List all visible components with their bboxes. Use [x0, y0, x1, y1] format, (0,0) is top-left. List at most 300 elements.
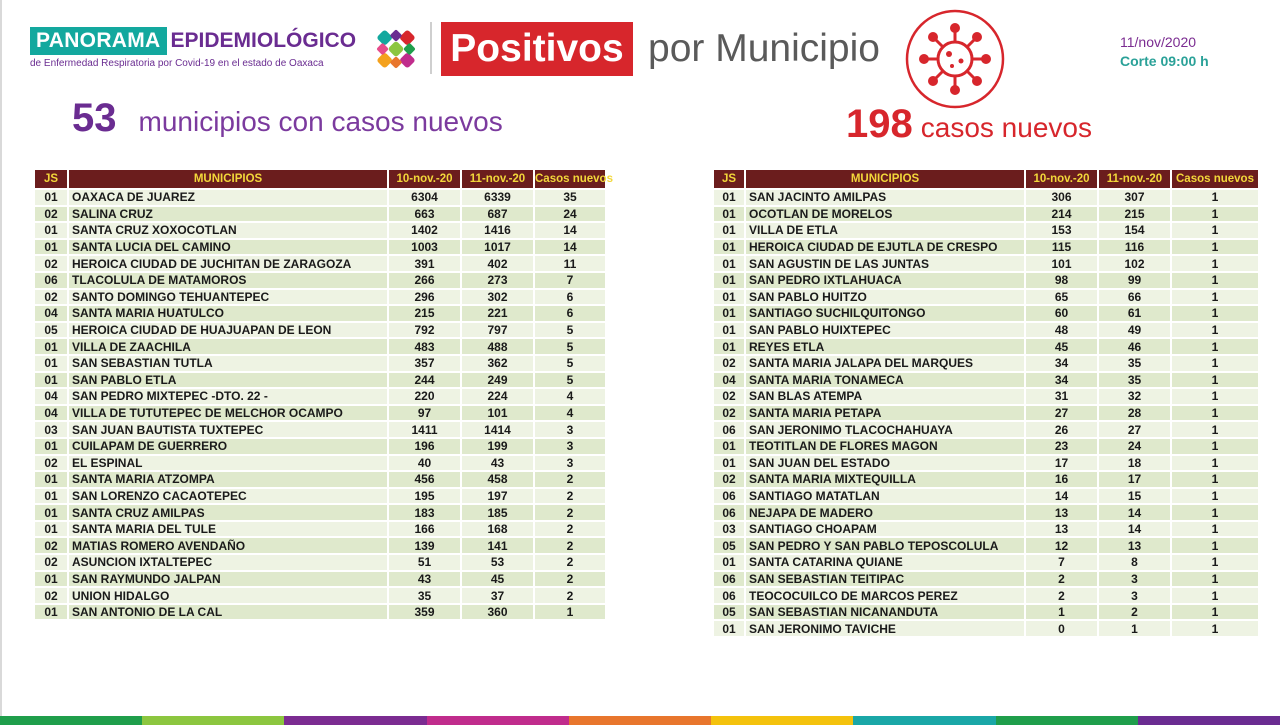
- cell-casos-nuevos: 1: [534, 604, 606, 621]
- cell-10-nov: 306: [1025, 189, 1098, 206]
- table-row: [34, 289, 606, 306]
- table-row: [713, 355, 1259, 372]
- table-row: [34, 305, 606, 322]
- cell-11-nov: 35: [1098, 355, 1171, 372]
- stripe-segment: [711, 716, 853, 725]
- cell-11-nov: 27: [1098, 421, 1171, 438]
- cell-10-nov: 17: [1025, 455, 1098, 472]
- cell-casos-nuevos: 2: [534, 554, 606, 571]
- cell-11-nov: 458: [461, 471, 534, 488]
- cell-municipio: SANTA MARIA MIXTEQUILLA: [745, 471, 1025, 488]
- cell-11-nov: 43: [461, 455, 534, 472]
- cell-js: 01: [713, 222, 745, 239]
- table-row: [34, 537, 606, 554]
- cell-10-nov: 34: [1025, 355, 1098, 372]
- report-date: 11/nov/2020: [1120, 34, 1197, 50]
- cell-js: 04: [34, 305, 68, 322]
- table-row: [34, 222, 606, 239]
- cell-10-nov: 6304: [388, 189, 461, 206]
- cell-11-nov: 8: [1098, 554, 1171, 571]
- cell-11-nov: 199: [461, 438, 534, 455]
- cell-casos-nuevos: 6: [534, 289, 606, 306]
- cell-municipio: TEOTITLAN DE FLORES MAGON: [745, 438, 1025, 455]
- por-municipio-title: por Municipio: [648, 27, 880, 70]
- table-row: [34, 587, 606, 604]
- cell-11-nov: 249: [461, 372, 534, 389]
- cell-11-nov: 141: [461, 537, 534, 554]
- cell-js: 01: [34, 504, 68, 521]
- cell-10-nov: 51: [388, 554, 461, 571]
- cell-js: 02: [34, 587, 68, 604]
- cell-10-nov: 1402: [388, 222, 461, 239]
- cell-municipio: NEJAPA DE MADERO: [745, 504, 1025, 521]
- cell-js: 01: [713, 554, 745, 571]
- table-row: [34, 255, 606, 272]
- table-row: [713, 322, 1259, 339]
- cell-casos-nuevos: 1: [1171, 455, 1259, 472]
- municipios-table-left: [33, 168, 613, 621]
- cell-js: 01: [713, 272, 745, 289]
- cell-casos-nuevos: 1: [1171, 620, 1259, 637]
- cell-js: 02: [34, 537, 68, 554]
- cell-municipio: SANTA CATARINA QUIANE: [745, 554, 1025, 571]
- cell-casos-nuevos: 2: [534, 504, 606, 521]
- table-row: [713, 620, 1259, 637]
- cell-casos-nuevos: 2: [534, 587, 606, 604]
- cell-casos-nuevos: 1: [1171, 421, 1259, 438]
- stripe-segment: [853, 716, 995, 725]
- cell-11-nov: 49: [1098, 322, 1171, 339]
- cell-municipio: ASUNCION IXTALTEPEC: [68, 554, 388, 571]
- cell-10-nov: 2: [1025, 587, 1098, 604]
- col-casos-nuevos: Casos nuevos: [534, 169, 606, 189]
- cell-casos-nuevos: 35: [534, 189, 606, 206]
- cell-js: 06: [34, 272, 68, 289]
- table-header-row: [713, 169, 1259, 189]
- table-row: [34, 206, 606, 223]
- cell-casos-nuevos: 4: [534, 388, 606, 405]
- municipios-count: 53: [72, 96, 117, 140]
- table-row: [34, 338, 606, 355]
- cell-municipio: VILLA DE ETLA: [745, 222, 1025, 239]
- col-11-nov: 11-nov.-20: [1098, 169, 1171, 189]
- cell-js: 01: [34, 604, 68, 621]
- cell-casos-nuevos: 5: [534, 322, 606, 339]
- cell-10-nov: 266: [388, 272, 461, 289]
- table-row: [34, 372, 606, 389]
- cell-10-nov: 43: [388, 571, 461, 588]
- cell-js: 01: [713, 455, 745, 472]
- cell-11-nov: 37: [461, 587, 534, 604]
- cell-11-nov: 197: [461, 488, 534, 505]
- cell-10-nov: 139: [388, 537, 461, 554]
- cell-js: 02: [713, 388, 745, 405]
- cell-11-nov: 45: [461, 571, 534, 588]
- cell-municipio: TLACOLULA DE MATAMOROS: [68, 272, 388, 289]
- cell-municipio: SAN SEBASTIAN TEITIPAC: [745, 571, 1025, 588]
- cell-municipio: SAN ANTONIO DE LA CAL: [68, 604, 388, 621]
- table-row: [34, 388, 606, 405]
- table-row: [713, 338, 1259, 355]
- cell-js: 01: [34, 571, 68, 588]
- cell-municipio: SAN JERONIMO TAVICHE: [745, 620, 1025, 637]
- table-row: [34, 521, 606, 538]
- cell-js: 04: [34, 405, 68, 422]
- cell-municipio: SAN JUAN BAUTISTA TUXTEPEC: [68, 421, 388, 438]
- cell-js: 03: [34, 421, 68, 438]
- table-row: [34, 239, 606, 256]
- report-cutoff: Corte 09:00 h: [1120, 53, 1209, 69]
- cell-11-nov: 154: [1098, 222, 1171, 239]
- cell-11-nov: 362: [461, 355, 534, 372]
- cell-10-nov: 23: [1025, 438, 1098, 455]
- table-row: [713, 537, 1259, 554]
- cell-casos-nuevos: 1: [1171, 272, 1259, 289]
- cell-js: 05: [713, 604, 745, 621]
- cell-casos-nuevos: 1: [1171, 255, 1259, 272]
- cell-casos-nuevos: 1: [1171, 305, 1259, 322]
- cell-municipio: REYES ETLA: [745, 338, 1025, 355]
- cell-js: 01: [713, 438, 745, 455]
- col-js: JS: [713, 169, 745, 189]
- cell-casos-nuevos: 4: [534, 405, 606, 422]
- col-10-nov: 10-nov.-20: [1025, 169, 1098, 189]
- virus-icon: [905, 9, 1005, 109]
- table-row: [713, 471, 1259, 488]
- cell-js: 02: [713, 471, 745, 488]
- cell-casos-nuevos: 1: [1171, 355, 1259, 372]
- cell-10-nov: 48: [1025, 322, 1098, 339]
- table-row: [713, 222, 1259, 239]
- cell-casos-nuevos: 2: [534, 521, 606, 538]
- cell-js: 01: [713, 322, 745, 339]
- cell-casos-nuevos: 5: [534, 338, 606, 355]
- table-row: [34, 504, 606, 521]
- cell-js: 01: [34, 355, 68, 372]
- cell-municipio: OCOTLAN DE MORELOS: [745, 206, 1025, 223]
- cell-municipio: MATIAS ROMERO AVENDAÑO: [68, 537, 388, 554]
- cell-js: 01: [713, 255, 745, 272]
- cell-10-nov: 65: [1025, 289, 1098, 306]
- cell-casos-nuevos: 1: [1171, 587, 1259, 604]
- table-row: [34, 438, 606, 455]
- positivos-banner: Positivos: [441, 22, 633, 76]
- cell-municipio: TEOCOCUILCO DE MARCOS PEREZ: [745, 587, 1025, 604]
- footer-color-stripe: [0, 716, 1280, 725]
- cell-11-nov: 360: [461, 604, 534, 621]
- cell-11-nov: 46: [1098, 338, 1171, 355]
- table-row: [713, 554, 1259, 571]
- cell-10-nov: 196: [388, 438, 461, 455]
- cell-municipio: SAN SEBASTIAN NICANANDUTA: [745, 604, 1025, 621]
- oaxaca-x-logo-icon: [372, 25, 420, 73]
- table-row: [713, 421, 1259, 438]
- cell-10-nov: 13: [1025, 521, 1098, 538]
- cell-10-nov: 12: [1025, 537, 1098, 554]
- cell-11-nov: 1416: [461, 222, 534, 239]
- cell-municipio: CUILAPAM DE GUERRERO: [68, 438, 388, 455]
- cell-10-nov: 34: [1025, 372, 1098, 389]
- cell-10-nov: 391: [388, 255, 461, 272]
- cell-js: 02: [34, 289, 68, 306]
- cell-js: 06: [713, 571, 745, 588]
- table-row: [713, 272, 1259, 289]
- cell-js: 02: [34, 255, 68, 272]
- table-row: [713, 455, 1259, 472]
- cell-11-nov: 32: [1098, 388, 1171, 405]
- cell-10-nov: 215: [388, 305, 461, 322]
- casos-summary: [846, 102, 1092, 147]
- table-row: [34, 405, 606, 422]
- cell-casos-nuevos: 1: [1171, 372, 1259, 389]
- cell-js: 01: [713, 239, 745, 256]
- cell-casos-nuevos: 3: [534, 455, 606, 472]
- table-row: [713, 571, 1259, 588]
- brand-panorama: PANORAMA: [30, 27, 167, 55]
- cell-municipio: SAN PABLO HUIXTEPEC: [745, 322, 1025, 339]
- cell-casos-nuevos: 1: [1171, 471, 1259, 488]
- cell-casos-nuevos: 2: [534, 471, 606, 488]
- municipios-table-right: [712, 168, 1260, 638]
- cell-casos-nuevos: 1: [1171, 571, 1259, 588]
- cell-municipio: SANTA MARIA HUATULCO: [68, 305, 388, 322]
- cell-10-nov: 60: [1025, 305, 1098, 322]
- cell-js: 02: [34, 206, 68, 223]
- cell-11-nov: 15: [1098, 488, 1171, 505]
- cell-11-nov: 1414: [461, 421, 534, 438]
- cell-municipio: SAN PABLO HUITZO: [745, 289, 1025, 306]
- cell-11-nov: 402: [461, 255, 534, 272]
- cell-js: 02: [34, 455, 68, 472]
- cell-js: 01: [713, 206, 745, 223]
- stripe-segment: [996, 716, 1138, 725]
- cell-js: 06: [713, 504, 745, 521]
- cell-11-nov: 13: [1098, 537, 1171, 554]
- cell-js: 02: [713, 405, 745, 422]
- cell-js: 06: [713, 488, 745, 505]
- cell-casos-nuevos: 1: [1171, 322, 1259, 339]
- table-row: [34, 322, 606, 339]
- cell-municipio: SAN JACINTO AMILPAS: [745, 189, 1025, 206]
- cell-casos-nuevos: 1: [1171, 338, 1259, 355]
- cell-10-nov: 483: [388, 338, 461, 355]
- cell-11-nov: 1017: [461, 239, 534, 256]
- cell-10-nov: 1411: [388, 421, 461, 438]
- cell-11-nov: 224: [461, 388, 534, 405]
- left-frame-line: [0, 0, 2, 725]
- cell-11-nov: 307: [1098, 189, 1171, 206]
- cell-municipio: VILLA DE ZAACHILA: [68, 338, 388, 355]
- cell-municipio: SANTIAGO SUCHILQUITONGO: [745, 305, 1025, 322]
- cell-casos-nuevos: 1: [1171, 521, 1259, 538]
- cell-11-nov: 797: [461, 322, 534, 339]
- cell-municipio: SAN LORENZO CACAOTEPEC: [68, 488, 388, 505]
- cell-10-nov: 220: [388, 388, 461, 405]
- cell-10-nov: 115: [1025, 239, 1098, 256]
- table-row: [713, 504, 1259, 521]
- table-row: [713, 305, 1259, 322]
- cell-municipio: SANTA MARIA TONAMECA: [745, 372, 1025, 389]
- cell-js: 06: [713, 587, 745, 604]
- cell-10-nov: 792: [388, 322, 461, 339]
- cell-10-nov: 97: [388, 405, 461, 422]
- table-row: [34, 604, 606, 621]
- cell-10-nov: 16: [1025, 471, 1098, 488]
- cell-municipio: SANTIAGO MATATLAN: [745, 488, 1025, 505]
- table-row: [713, 372, 1259, 389]
- cell-10-nov: 101: [1025, 255, 1098, 272]
- cell-casos-nuevos: 11: [534, 255, 606, 272]
- cell-js: 01: [34, 338, 68, 355]
- cell-casos-nuevos: 1: [1171, 239, 1259, 256]
- municipios-text: municipios con casos nuevos: [138, 106, 503, 137]
- table-row: [34, 189, 606, 206]
- col-municipios: MUNICIPIOS: [68, 169, 388, 189]
- cell-11-nov: 101: [461, 405, 534, 422]
- cell-11-nov: 3: [1098, 571, 1171, 588]
- cell-js: 02: [34, 554, 68, 571]
- cell-10-nov: 27: [1025, 405, 1098, 422]
- cell-municipio: SAN AGUSTIN DE LAS JUNTAS: [745, 255, 1025, 272]
- col-js: JS: [34, 169, 68, 189]
- table-row: [34, 272, 606, 289]
- cell-js: 04: [713, 372, 745, 389]
- cell-casos-nuevos: 6: [534, 305, 606, 322]
- table-row: [713, 189, 1259, 206]
- table-row: [713, 239, 1259, 256]
- cell-js: 01: [34, 521, 68, 538]
- header-divider: [430, 22, 432, 74]
- cell-casos-nuevos: 7: [534, 272, 606, 289]
- cell-11-nov: 24: [1098, 438, 1171, 455]
- cell-casos-nuevos: 2: [534, 488, 606, 505]
- cell-municipio: HEROICA CIUDAD DE EJUTLA DE CRESPO: [745, 239, 1025, 256]
- cell-municipio: SAN JERONIMO TLACOCHAHUAYA: [745, 421, 1025, 438]
- table-row: [713, 388, 1259, 405]
- col-municipios: MUNICIPIOS: [745, 169, 1025, 189]
- cell-municipio: OAXACA DE JUAREZ: [68, 189, 388, 206]
- cell-casos-nuevos: 24: [534, 206, 606, 223]
- table-row: [34, 455, 606, 472]
- cell-10-nov: 166: [388, 521, 461, 538]
- cell-10-nov: 456: [388, 471, 461, 488]
- cell-10-nov: 0: [1025, 620, 1098, 637]
- cell-casos-nuevos: 1: [1171, 222, 1259, 239]
- cell-10-nov: 31: [1025, 388, 1098, 405]
- cell-11-nov: 99: [1098, 272, 1171, 289]
- cell-10-nov: 35: [388, 587, 461, 604]
- cell-11-nov: 1: [1098, 620, 1171, 637]
- table-row: [713, 604, 1259, 621]
- table-row: [713, 521, 1259, 538]
- table-row: [34, 471, 606, 488]
- cell-municipio: SANTA MARIA ATZOMPA: [68, 471, 388, 488]
- cell-10-nov: 357: [388, 355, 461, 372]
- cell-js: 01: [34, 222, 68, 239]
- cell-casos-nuevos: 14: [534, 239, 606, 256]
- stripe-segment: [427, 716, 569, 725]
- cell-js: 05: [713, 537, 745, 554]
- cell-11-nov: 53: [461, 554, 534, 571]
- cell-11-nov: 2: [1098, 604, 1171, 621]
- cell-js: 01: [713, 338, 745, 355]
- table-row: [713, 206, 1259, 223]
- cell-municipio: SANTA MARIA PETAPA: [745, 405, 1025, 422]
- cell-municipio: VILLA DE TUTUTEPEC DE MELCHOR OCAMPO: [68, 405, 388, 422]
- cell-casos-nuevos: 1: [1171, 289, 1259, 306]
- table-row: [34, 488, 606, 505]
- cell-11-nov: 6339: [461, 189, 534, 206]
- table-row: [713, 488, 1259, 505]
- cell-municipio: SANTA CRUZ XOXOCOTLAN: [68, 222, 388, 239]
- cell-js: 01: [34, 488, 68, 505]
- cell-municipio: SAN RAYMUNDO JALPAN: [68, 571, 388, 588]
- cell-10-nov: 153: [1025, 222, 1098, 239]
- cell-municipio: SANTA LUCIA DEL CAMINO: [68, 239, 388, 256]
- cell-casos-nuevos: 1: [1171, 438, 1259, 455]
- cell-municipio: HEROICA CIUDAD DE JUCHITAN DE ZARAGOZA: [68, 255, 388, 272]
- cell-casos-nuevos: 1: [1171, 206, 1259, 223]
- cell-11-nov: 185: [461, 504, 534, 521]
- cell-municipio: SAN PABLO ETLA: [68, 372, 388, 389]
- cell-casos-nuevos: 1: [1171, 405, 1259, 422]
- brand-subtitle: de Enfermedad Respiratoria por Covid-19 en el estado de Oaxaca: [30, 58, 324, 69]
- table-row: [713, 255, 1259, 272]
- cell-js: 01: [34, 438, 68, 455]
- cell-municipio: SAN JUAN DEL ESTADO: [745, 455, 1025, 472]
- cell-11-nov: 35: [1098, 372, 1171, 389]
- cell-casos-nuevos: 1: [1171, 554, 1259, 571]
- col-10-nov: 10-nov.-20: [388, 169, 461, 189]
- cell-municipio: HEROICA CIUDAD DE HUAJUAPAN DE LEON: [68, 322, 388, 339]
- cell-10-nov: 1003: [388, 239, 461, 256]
- cell-10-nov: 26: [1025, 421, 1098, 438]
- cell-casos-nuevos: 1: [1171, 388, 1259, 405]
- col-11-nov: 11-nov.-20: [461, 169, 534, 189]
- cell-11-nov: 18: [1098, 455, 1171, 472]
- cell-11-nov: 302: [461, 289, 534, 306]
- cell-10-nov: 244: [388, 372, 461, 389]
- stripe-segment: [142, 716, 284, 725]
- cell-casos-nuevos: 5: [534, 372, 606, 389]
- stripe-segment: [0, 716, 142, 725]
- cell-11-nov: 273: [461, 272, 534, 289]
- casos-count: 198: [846, 102, 913, 146]
- cell-js: 01: [34, 471, 68, 488]
- cell-10-nov: 40: [388, 455, 461, 472]
- municipios-summary: [72, 96, 503, 141]
- cell-municipio: SAN PEDRO Y SAN PABLO TEPOSCOLULA: [745, 537, 1025, 554]
- cell-11-nov: 14: [1098, 504, 1171, 521]
- cell-casos-nuevos: 3: [534, 438, 606, 455]
- cell-11-nov: 14: [1098, 521, 1171, 538]
- cell-municipio: SAN PEDRO MIXTEPEC -DTO. 22 -: [68, 388, 388, 405]
- cell-casos-nuevos: 2: [534, 537, 606, 554]
- cell-municipio: SANTO DOMINGO TEHUANTEPEC: [68, 289, 388, 306]
- cell-10-nov: 7: [1025, 554, 1098, 571]
- cell-js: 01: [34, 239, 68, 256]
- table-row: [34, 571, 606, 588]
- cell-js: 01: [713, 305, 745, 322]
- table-row: [34, 421, 606, 438]
- cell-js: 01: [713, 189, 745, 206]
- cell-municipio: SALINA CRUZ: [68, 206, 388, 223]
- cell-municipio: SANTA MARIA JALAPA DEL MARQUES: [745, 355, 1025, 372]
- cell-11-nov: 116: [1098, 239, 1171, 256]
- cell-10-nov: 13: [1025, 504, 1098, 521]
- cell-municipio: SANTA MARIA DEL TULE: [68, 521, 388, 538]
- table-row: [34, 554, 606, 571]
